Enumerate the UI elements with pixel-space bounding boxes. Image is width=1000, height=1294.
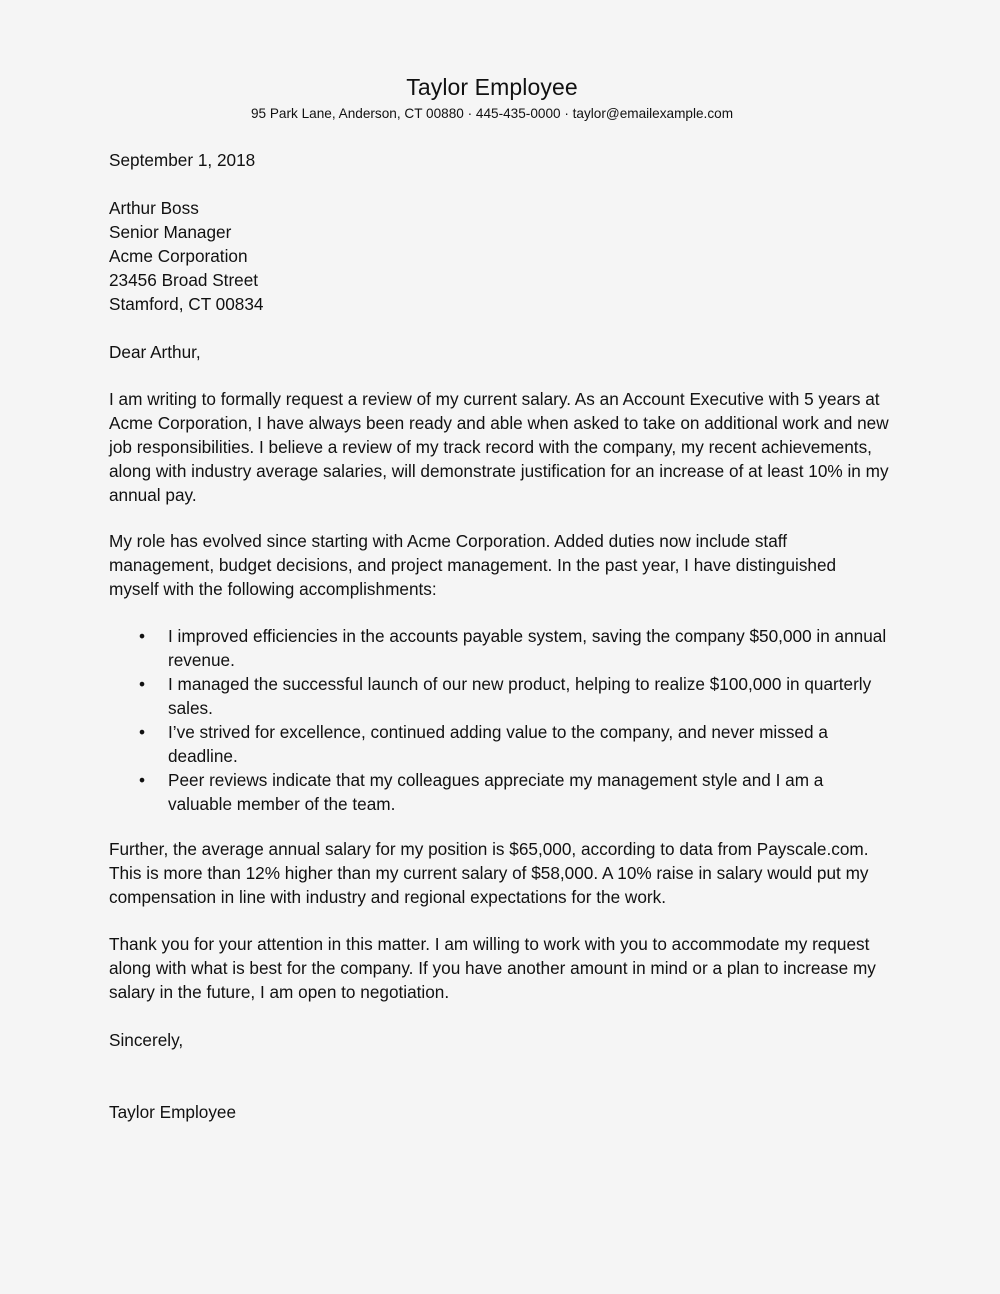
- recipient-company: Acme Corporation: [109, 246, 248, 266]
- paragraph-role: My role has evolved since starting with Acme Corporation. Added duties now include staff management, budget decisions, and project management. In the past year, I have distinguished myself with the following accomplishments:: [109, 531, 837, 599]
- accomplishments-list: [109, 624, 889, 816]
- list-item-text: I managed the successful launch of our new product, helping to realize $100,000 in quarterly sales.: [168, 674, 872, 718]
- list-item-text: I’ve strived for excellence, continued adding value to the company, and never missed a deadline.: [168, 722, 828, 766]
- list-item: [109, 672, 889, 720]
- recipient-city: Stamford, CT 00834: [109, 294, 264, 314]
- signature: Taylor Employee: [109, 1102, 237, 1122]
- list-item-text: Peer reviews indicate that my colleagues appreciate my management style and I am a valuable member of the team.: [168, 770, 824, 814]
- sender-contact-info: 95 Park Lane, Anderson, CT 00880 · 445-435-0000 · taylor@emailexample.com: [250, 106, 734, 121]
- bullet-icon: •: [139, 674, 146, 694]
- list-item: [109, 768, 889, 816]
- recipient-title: Senior Manager: [109, 222, 232, 242]
- list-item-text: I improved efficiencies in the accounts payable system, saving the company $50,000 in annual revenue.: [168, 626, 887, 670]
- bullet-icon: •: [139, 770, 146, 790]
- sender-name: Taylor Employee: [406, 74, 578, 100]
- bullet-icon: •: [139, 722, 146, 742]
- paragraph-thanks: Thank you for your attention in this matter. I am willing to work with you to accommodate my request along with what is best for the company. If you have another amount in mind or a plan to increase my salary in the future, I am open to negotiation.: [109, 934, 876, 1002]
- recipient-name: Arthur Boss: [109, 198, 199, 218]
- recipient-address-block: [109, 196, 889, 316]
- recipient-street: 23456 Broad Street: [109, 270, 259, 290]
- letter-date: September 1, 2018: [109, 150, 256, 170]
- closing: Sincerely,: [109, 1030, 184, 1050]
- paragraph-salary-data: Further, the average annual salary for my position is $65,000, according to data from Payscale.com. This is more than 12% higher than my current salary of $58,000. A 10% raise in salary would put my compensation in line with industry and regional expectations for the work.: [109, 839, 869, 907]
- paragraph-intro: I am writing to formally request a review of my current salary. As an Account Executive with 5 years at Acme Corporation, I have always been ready and able when asked to take on additional work and new job responsibilities. I believe a review of my track record with the company, my recent achievements, along with industry average salaries, will demonstrate justification for an increase of at least 10% in my annual pay.: [109, 389, 889, 505]
- bullet-icon: •: [139, 626, 146, 646]
- salutation: Dear Arthur,: [109, 342, 201, 362]
- list-item: [109, 720, 889, 768]
- list-item: [109, 624, 889, 672]
